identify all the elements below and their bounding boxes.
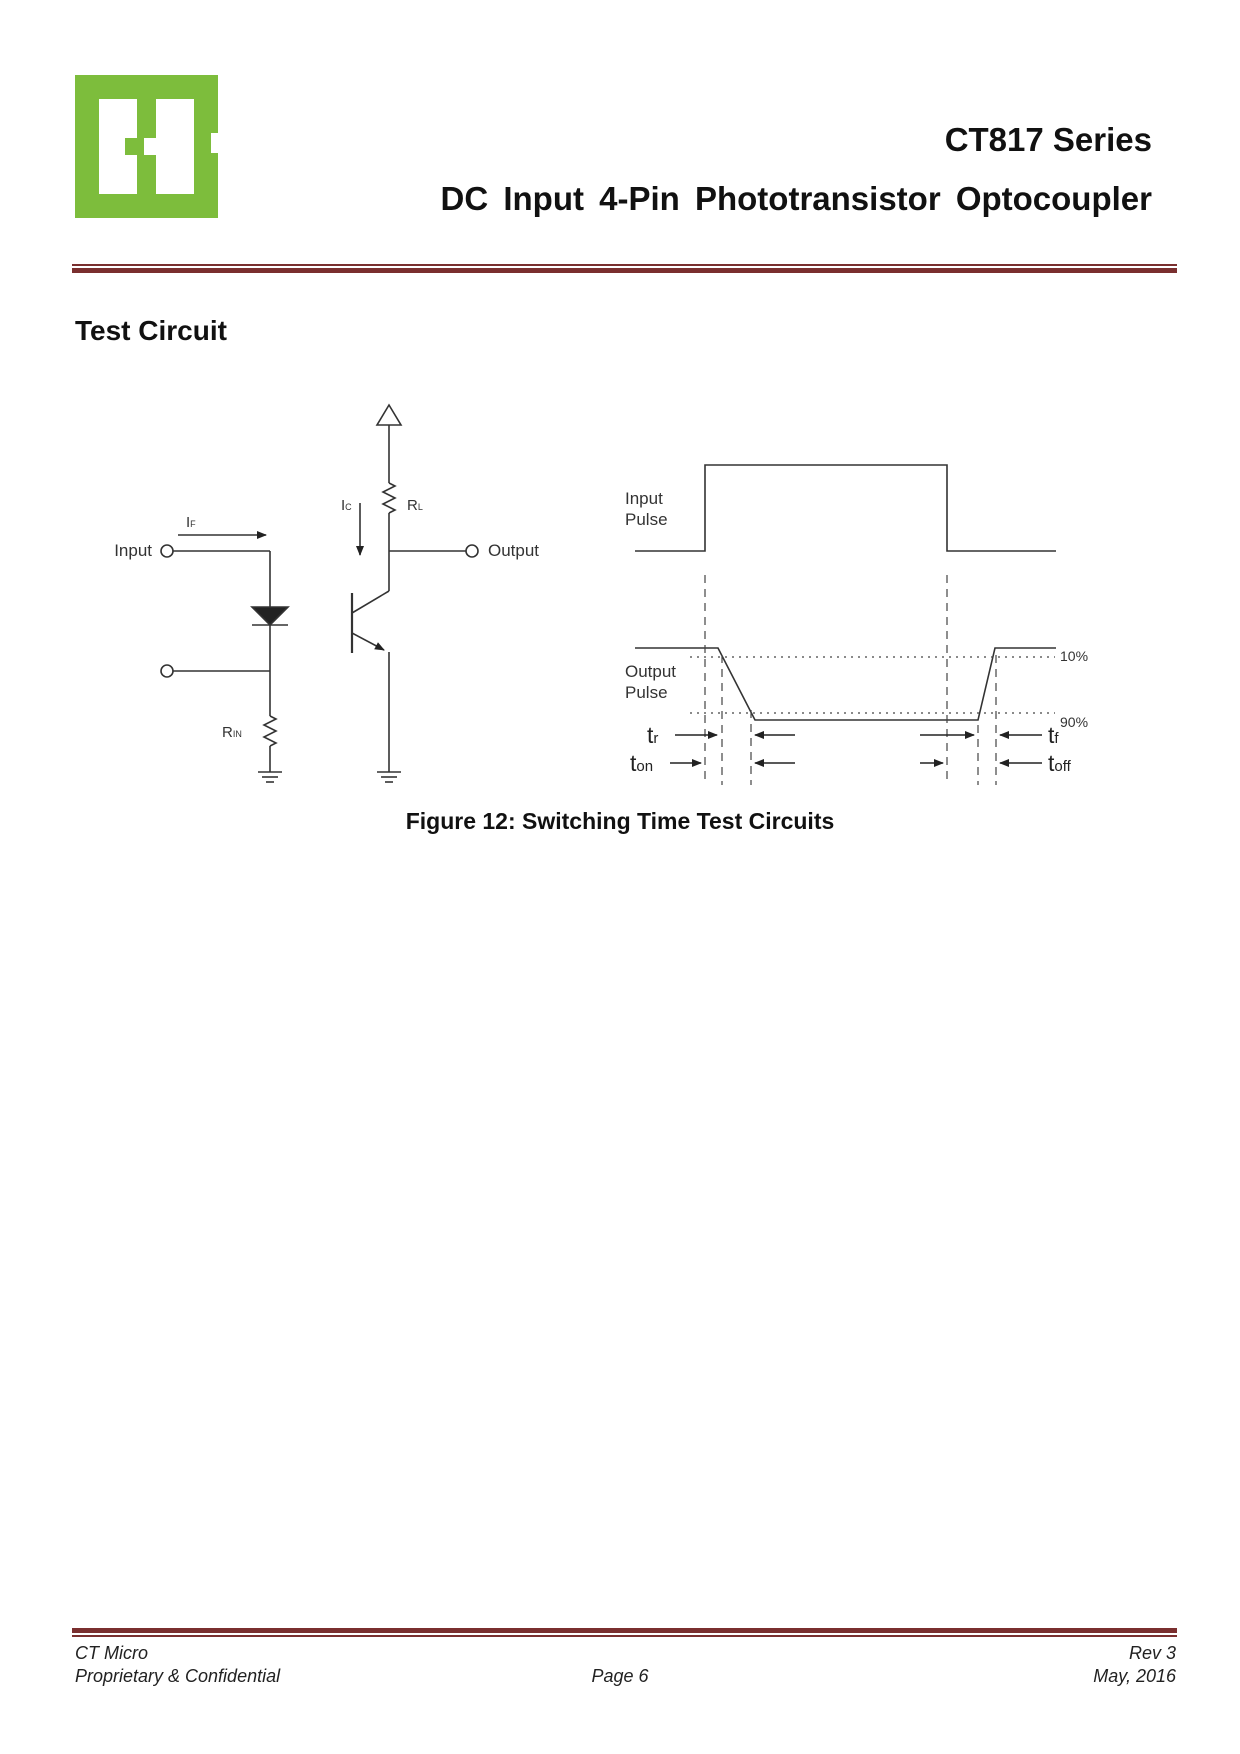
section-title: Test Circuit — [75, 315, 227, 346]
rl-label: RL — [407, 497, 423, 514]
switching-time-figure — [90, 395, 1130, 795]
output-label: Output — [488, 541, 540, 560]
tf-label: tf — [1048, 722, 1059, 748]
series-title: CT817 Series — [944, 121, 1152, 158]
footer-rule-bottom — [72, 1635, 1177, 1637]
header-rule-bottom — [72, 268, 1177, 273]
footer-rule-top — [72, 1628, 1177, 1633]
header-rule-top — [72, 264, 1177, 266]
input-pulse-trace — [635, 465, 1056, 551]
input-pulse-label-2: Pulse — [625, 510, 668, 529]
footer-confidential: Proprietary & Confidential — [75, 1666, 281, 1686]
output-pulse-trace — [635, 648, 1056, 720]
input-label: Input — [114, 541, 152, 560]
rin-label: RIN — [222, 724, 242, 741]
pct-90-label: 90% — [1060, 714, 1089, 730]
switching-waveform — [635, 465, 1056, 720]
output-pulse-label-2: Pulse — [625, 683, 668, 702]
tr-label: tr — [647, 722, 659, 748]
ic-label: IC — [341, 497, 352, 514]
footer-date: May, 2016 — [1093, 1666, 1176, 1686]
footer-revision: Rev 3 — [1128, 1643, 1176, 1663]
if-label: IF — [186, 514, 196, 531]
led-diode — [252, 607, 288, 625]
rl-resistor — [383, 483, 395, 513]
test-circuit-schematic — [161, 405, 478, 782]
document-subtitle: DC Input 4-Pin Phototransistor Optocoupler — [440, 180, 1152, 217]
threshold-lines — [690, 657, 1055, 713]
rin-resistor — [264, 716, 276, 746]
output-terminal — [466, 545, 478, 557]
ground-symbol-left — [258, 772, 282, 782]
return-terminal — [161, 665, 173, 677]
ton-label: ton — [630, 750, 654, 776]
input-terminal — [161, 545, 173, 557]
timing-guides — [705, 575, 996, 785]
ct-micro-logo — [75, 75, 218, 218]
footer-page-number: Page 6 — [591, 1666, 649, 1686]
input-pulse-label-1: Input — [625, 489, 663, 508]
figure-caption: Figure 12: Switching Time Test Circuits — [405, 808, 835, 834]
pct-10-label: 10% — [1060, 648, 1089, 664]
toff-label: toff — [1048, 750, 1071, 776]
vcc-triangle — [377, 405, 401, 425]
ground-symbol-right — [377, 772, 401, 782]
output-pulse-label-1: Output — [625, 662, 677, 681]
footer-company: CT Micro — [75, 1643, 148, 1663]
transistor-emitter — [352, 633, 384, 650]
